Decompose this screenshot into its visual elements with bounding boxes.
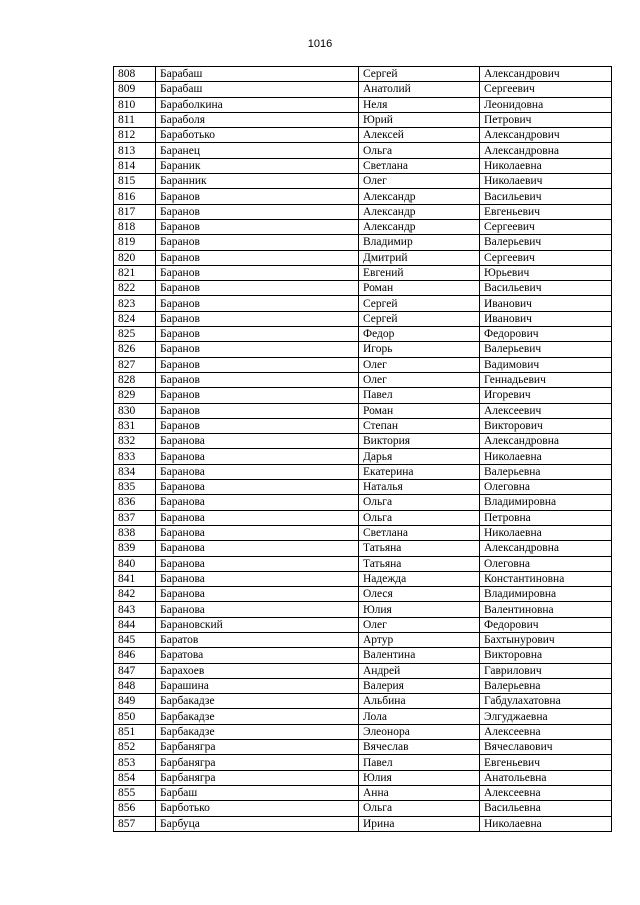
- patronymic-cell: Николаевна: [480, 525, 612, 540]
- table-row: [114, 235, 612, 250]
- table-row: [114, 648, 612, 663]
- table-row: [114, 617, 612, 632]
- first-name-cell: Наталья: [359, 480, 480, 495]
- row-number-cell: 835: [114, 480, 156, 495]
- first-name-cell: Игорь: [359, 342, 480, 357]
- table-row: [114, 189, 612, 204]
- row-number-cell: 848: [114, 678, 156, 693]
- table-row: [114, 67, 612, 82]
- row-number-cell: 855: [114, 785, 156, 800]
- row-number-cell: 818: [114, 219, 156, 234]
- patronymic-cell: Евгеньевич: [480, 204, 612, 219]
- first-name-cell: Ольга: [359, 801, 480, 816]
- row-number-cell: 822: [114, 281, 156, 296]
- row-number-cell: 853: [114, 755, 156, 770]
- patronymic-cell: Валерьевна: [480, 464, 612, 479]
- last-name-cell: Барбакадзе: [156, 694, 359, 709]
- row-number-cell: 841: [114, 571, 156, 586]
- first-name-cell: Олег: [359, 617, 480, 632]
- first-name-cell: Роман: [359, 281, 480, 296]
- first-name-cell: Татьяна: [359, 556, 480, 571]
- last-name-cell: Барабаш: [156, 82, 359, 97]
- table-row: [114, 724, 612, 739]
- row-number-cell: 847: [114, 663, 156, 678]
- first-name-cell: Дарья: [359, 449, 480, 464]
- last-name-cell: Баранник: [156, 174, 359, 189]
- first-name-cell: Лола: [359, 709, 480, 724]
- last-name-cell: Баработько: [156, 128, 359, 143]
- row-number-cell: 813: [114, 143, 156, 158]
- patronymic-cell: Николаевич: [480, 174, 612, 189]
- last-name-cell: Баранов: [156, 204, 359, 219]
- patronymic-cell: Вячеславович: [480, 740, 612, 755]
- patronymic-cell: Васильевич: [480, 189, 612, 204]
- row-number-cell: 815: [114, 174, 156, 189]
- last-name-cell: Барахоев: [156, 663, 359, 678]
- patronymic-cell: Александровна: [480, 143, 612, 158]
- patronymic-cell: Юрьевич: [480, 265, 612, 280]
- last-name-cell: Баранова: [156, 495, 359, 510]
- first-name-cell: Ольга: [359, 510, 480, 525]
- row-number-cell: 809: [114, 82, 156, 97]
- first-name-cell: Александр: [359, 219, 480, 234]
- patronymic-cell: Евгеньевич: [480, 755, 612, 770]
- first-name-cell: Надежда: [359, 571, 480, 586]
- patronymic-cell: Анатольевна: [480, 770, 612, 785]
- patronymic-cell: Викторович: [480, 418, 612, 433]
- row-number-cell: 850: [114, 709, 156, 724]
- row-number-cell: 839: [114, 541, 156, 556]
- last-name-cell: Баранов: [156, 265, 359, 280]
- first-name-cell: Светлана: [359, 525, 480, 540]
- table-row: [114, 755, 612, 770]
- row-number-cell: 821: [114, 265, 156, 280]
- row-number-cell: 820: [114, 250, 156, 265]
- first-name-cell: Олеся: [359, 587, 480, 602]
- first-name-cell: Виктория: [359, 434, 480, 449]
- table-row: [114, 97, 612, 112]
- table-row: [114, 296, 612, 311]
- patronymic-cell: Николаевна: [480, 816, 612, 831]
- first-name-cell: Анна: [359, 785, 480, 800]
- table-row: [114, 525, 612, 540]
- first-name-cell: Роман: [359, 403, 480, 418]
- last-name-cell: Барбанягра: [156, 740, 359, 755]
- patronymic-cell: Игоревич: [480, 388, 612, 403]
- table-row: [114, 495, 612, 510]
- patronymic-cell: Александрович: [480, 128, 612, 143]
- name-table-body: [114, 67, 612, 832]
- first-name-cell: Татьяна: [359, 541, 480, 556]
- table-row: [114, 204, 612, 219]
- table-row: [114, 740, 612, 755]
- row-number-cell: 810: [114, 97, 156, 112]
- patronymic-cell: Васильевна: [480, 801, 612, 816]
- table-row: [114, 128, 612, 143]
- first-name-cell: Альбина: [359, 694, 480, 709]
- first-name-cell: Сергей: [359, 67, 480, 82]
- last-name-cell: Барбанягра: [156, 770, 359, 785]
- table-row: [114, 219, 612, 234]
- table-row: [114, 327, 612, 342]
- patronymic-cell: Константиновна: [480, 571, 612, 586]
- patronymic-cell: Гаврилович: [480, 663, 612, 678]
- row-number-cell: 819: [114, 235, 156, 250]
- table-row: [114, 311, 612, 326]
- patronymic-cell: Александровна: [480, 434, 612, 449]
- patronymic-cell: Петровна: [480, 510, 612, 525]
- row-number-cell: 856: [114, 801, 156, 816]
- table-row: [114, 112, 612, 127]
- last-name-cell: Баранова: [156, 571, 359, 586]
- last-name-cell: Баранов: [156, 342, 359, 357]
- table-row: [114, 663, 612, 678]
- last-name-cell: Барботько: [156, 801, 359, 816]
- first-name-cell: Александр: [359, 204, 480, 219]
- last-name-cell: Баранов: [156, 219, 359, 234]
- first-name-cell: Алексей: [359, 128, 480, 143]
- table-row: [114, 678, 612, 693]
- table-row: [114, 632, 612, 647]
- table-row: [114, 785, 612, 800]
- patronymic-cell: Федорович: [480, 617, 612, 632]
- table-row: [114, 143, 612, 158]
- patronymic-cell: Александрович: [480, 67, 612, 82]
- patronymic-cell: Владимировна: [480, 495, 612, 510]
- first-name-cell: Юлия: [359, 602, 480, 617]
- row-number-cell: 845: [114, 632, 156, 647]
- table-row: [114, 418, 612, 433]
- last-name-cell: Барбакадзе: [156, 724, 359, 739]
- patronymic-cell: Бахтынурович: [480, 632, 612, 647]
- first-name-cell: Александр: [359, 189, 480, 204]
- patronymic-cell: Сергеевич: [480, 82, 612, 97]
- table-row: [114, 174, 612, 189]
- last-name-cell: Барбаш: [156, 785, 359, 800]
- last-name-cell: Баранов: [156, 296, 359, 311]
- row-number-cell: 836: [114, 495, 156, 510]
- last-name-cell: Баранова: [156, 449, 359, 464]
- row-number-cell: 824: [114, 311, 156, 326]
- row-number-cell: 817: [114, 204, 156, 219]
- row-number-cell: 846: [114, 648, 156, 663]
- last-name-cell: Баранов: [156, 372, 359, 387]
- last-name-cell: Баранов: [156, 311, 359, 326]
- row-number-cell: 843: [114, 602, 156, 617]
- first-name-cell: Евгений: [359, 265, 480, 280]
- patronymic-cell: Петрович: [480, 112, 612, 127]
- patronymic-cell: Валентиновна: [480, 602, 612, 617]
- table-row: [114, 770, 612, 785]
- table-row: [114, 372, 612, 387]
- row-number-cell: 844: [114, 617, 156, 632]
- patronymic-cell: Габдулахатовна: [480, 694, 612, 709]
- last-name-cell: Баратов: [156, 632, 359, 647]
- name-table: [113, 66, 612, 832]
- row-number-cell: 829: [114, 388, 156, 403]
- patronymic-cell: Сергеевич: [480, 250, 612, 265]
- row-number-cell: 812: [114, 128, 156, 143]
- last-name-cell: Баранов: [156, 235, 359, 250]
- patronymic-cell: Иванович: [480, 296, 612, 311]
- row-number-cell: 826: [114, 342, 156, 357]
- table-row: [114, 801, 612, 816]
- row-number-cell: 854: [114, 770, 156, 785]
- row-number-cell: 823: [114, 296, 156, 311]
- first-name-cell: Ирина: [359, 816, 480, 831]
- row-number-cell: 837: [114, 510, 156, 525]
- row-number-cell: 811: [114, 112, 156, 127]
- last-name-cell: Баранов: [156, 250, 359, 265]
- row-number-cell: 852: [114, 740, 156, 755]
- page-number: 1016: [307, 38, 333, 50]
- last-name-cell: Барабаш: [156, 67, 359, 82]
- table-row: [114, 158, 612, 173]
- patronymic-cell: Александровна: [480, 541, 612, 556]
- table-row: [114, 449, 612, 464]
- last-name-cell: Барбакадзе: [156, 709, 359, 724]
- row-number-cell: 840: [114, 556, 156, 571]
- table-row: [114, 388, 612, 403]
- patronymic-cell: Федорович: [480, 327, 612, 342]
- last-name-cell: Баранец: [156, 143, 359, 158]
- first-name-cell: Павел: [359, 755, 480, 770]
- row-number-cell: 857: [114, 816, 156, 831]
- row-number-cell: 851: [114, 724, 156, 739]
- first-name-cell: Юрий: [359, 112, 480, 127]
- table-row: [114, 694, 612, 709]
- table-row: [114, 434, 612, 449]
- last-name-cell: Баранова: [156, 464, 359, 479]
- row-number-cell: 831: [114, 418, 156, 433]
- last-name-cell: Баратова: [156, 648, 359, 663]
- row-number-cell: 849: [114, 694, 156, 709]
- last-name-cell: Бараник: [156, 158, 359, 173]
- patronymic-cell: Николаевна: [480, 449, 612, 464]
- table-row: [114, 816, 612, 831]
- row-number-cell: 814: [114, 158, 156, 173]
- first-name-cell: Юлия: [359, 770, 480, 785]
- first-name-cell: Олег: [359, 357, 480, 372]
- patronymic-cell: Иванович: [480, 311, 612, 326]
- table-row: [114, 82, 612, 97]
- row-number-cell: 842: [114, 587, 156, 602]
- table-row: [114, 250, 612, 265]
- last-name-cell: Баранова: [156, 602, 359, 617]
- first-name-cell: Неля: [359, 97, 480, 112]
- patronymic-cell: Алексеевна: [480, 724, 612, 739]
- patronymic-cell: Викторовна: [480, 648, 612, 663]
- first-name-cell: Олег: [359, 372, 480, 387]
- row-number-cell: 816: [114, 189, 156, 204]
- first-name-cell: Степан: [359, 418, 480, 433]
- patronymic-cell: Васильевич: [480, 281, 612, 296]
- table-row: [114, 602, 612, 617]
- table-row: [114, 541, 612, 556]
- table-row: [114, 709, 612, 724]
- table-row: [114, 571, 612, 586]
- first-name-cell: Ольга: [359, 143, 480, 158]
- patronymic-cell: Олеговна: [480, 556, 612, 571]
- last-name-cell: Барашина: [156, 678, 359, 693]
- last-name-cell: Баранов: [156, 189, 359, 204]
- row-number-cell: 825: [114, 327, 156, 342]
- table-row: [114, 464, 612, 479]
- table-row: [114, 281, 612, 296]
- row-number-cell: 834: [114, 464, 156, 479]
- first-name-cell: Анатолий: [359, 82, 480, 97]
- first-name-cell: Сергей: [359, 296, 480, 311]
- patronymic-cell: Вадимович: [480, 357, 612, 372]
- table-row: [114, 357, 612, 372]
- table-row: [114, 342, 612, 357]
- first-name-cell: Валентина: [359, 648, 480, 663]
- last-name-cell: Баранов: [156, 327, 359, 342]
- first-name-cell: Артур: [359, 632, 480, 647]
- patronymic-cell: Леонидовна: [480, 97, 612, 112]
- first-name-cell: Валерия: [359, 678, 480, 693]
- row-number-cell: 833: [114, 449, 156, 464]
- table-row: [114, 587, 612, 602]
- first-name-cell: Сергей: [359, 311, 480, 326]
- last-name-cell: Баранова: [156, 541, 359, 556]
- last-name-cell: Баранов: [156, 403, 359, 418]
- first-name-cell: Андрей: [359, 663, 480, 678]
- row-number-cell: 832: [114, 434, 156, 449]
- first-name-cell: Владимир: [359, 235, 480, 250]
- row-number-cell: 830: [114, 403, 156, 418]
- patronymic-cell: Валерьевич: [480, 342, 612, 357]
- last-name-cell: Бараболя: [156, 112, 359, 127]
- last-name-cell: Баранова: [156, 525, 359, 540]
- patronymic-cell: Элгуджаевна: [480, 709, 612, 724]
- first-name-cell: Павел: [359, 388, 480, 403]
- last-name-cell: Баранова: [156, 480, 359, 495]
- row-number-cell: 828: [114, 372, 156, 387]
- patronymic-cell: Валерьевна: [480, 678, 612, 693]
- table-row: [114, 480, 612, 495]
- patronymic-cell: Владимировна: [480, 587, 612, 602]
- first-name-cell: Олег: [359, 174, 480, 189]
- last-name-cell: Барбуца: [156, 816, 359, 831]
- patronymic-cell: Алексеевна: [480, 785, 612, 800]
- patronymic-cell: Сергеевич: [480, 219, 612, 234]
- last-name-cell: Баранов: [156, 357, 359, 372]
- first-name-cell: Дмитрий: [359, 250, 480, 265]
- last-name-cell: Баранова: [156, 510, 359, 525]
- last-name-cell: Барбанягра: [156, 755, 359, 770]
- last-name-cell: Баранов: [156, 281, 359, 296]
- last-name-cell: Баранов: [156, 388, 359, 403]
- patronymic-cell: Николаевна: [480, 158, 612, 173]
- patronymic-cell: Алексеевич: [480, 403, 612, 418]
- first-name-cell: Ольга: [359, 495, 480, 510]
- table-row: [114, 510, 612, 525]
- last-name-cell: Барановский: [156, 617, 359, 632]
- patronymic-cell: Олеговна: [480, 480, 612, 495]
- first-name-cell: Екатерина: [359, 464, 480, 479]
- last-name-cell: Баранова: [156, 434, 359, 449]
- patronymic-cell: Геннадьевич: [480, 372, 612, 387]
- first-name-cell: Элеонора: [359, 724, 480, 739]
- first-name-cell: Федор: [359, 327, 480, 342]
- last-name-cell: Баранова: [156, 587, 359, 602]
- first-name-cell: Светлана: [359, 158, 480, 173]
- last-name-cell: Баранова: [156, 556, 359, 571]
- first-name-cell: Вячеслав: [359, 740, 480, 755]
- row-number-cell: 838: [114, 525, 156, 540]
- last-name-cell: Баранов: [156, 418, 359, 433]
- table-row: [114, 265, 612, 280]
- table-row: [114, 403, 612, 418]
- last-name-cell: Бараболкина: [156, 97, 359, 112]
- patronymic-cell: Валерьевич: [480, 235, 612, 250]
- table-row: [114, 556, 612, 571]
- row-number-cell: 808: [114, 67, 156, 82]
- row-number-cell: 827: [114, 357, 156, 372]
